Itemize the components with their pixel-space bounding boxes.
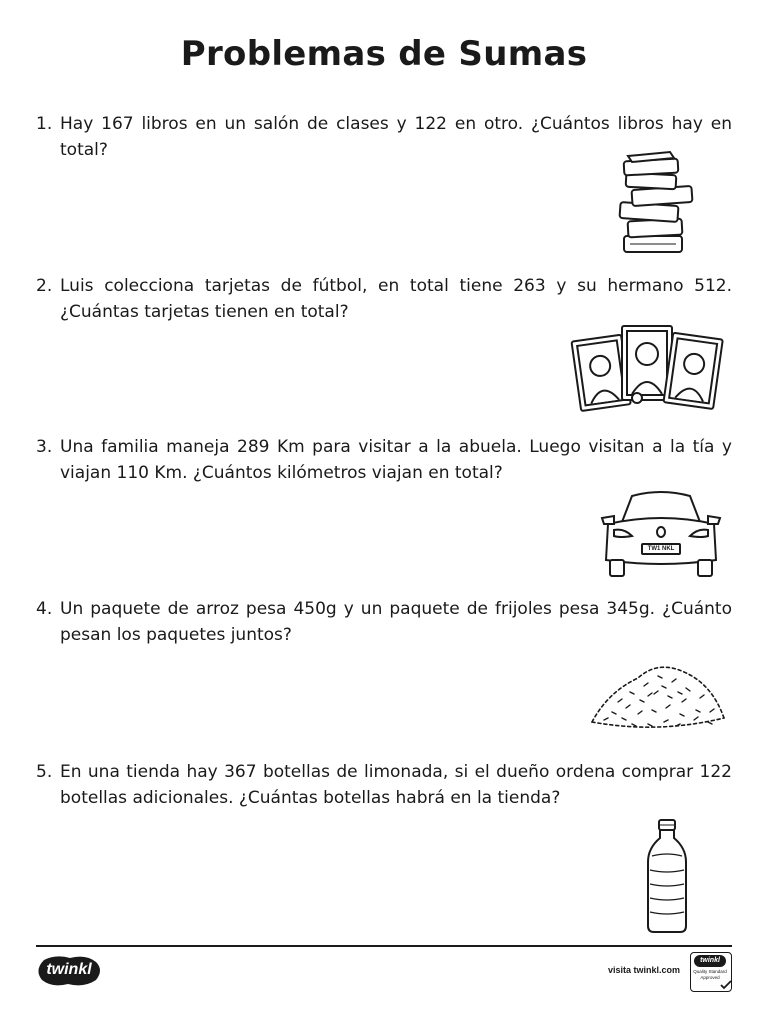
bottle-icon [642,818,692,938]
page-title: Problemas de Sumas [180,34,588,74]
logo-text: twinkl [46,961,92,978]
problem-number: 4. [36,599,53,619]
car-icon [600,488,722,584]
quality-standard-badge [690,952,732,992]
problem-3 [36,434,732,486]
badge-line-2: Approved [700,974,720,980]
badge-line-1: Quality Standard [693,969,727,974]
problem-text: Una familia maneja 289 Km para visitar a la abuela. Luego visitan a la tía y viajan 110 Km. ¿Cuántos kilómetros viajan en total? [60,437,732,483]
checkmark-icon [720,980,732,990]
rice-pile-icon [588,652,728,740]
problem-text: Luis colecciona tarjetas de fútbol, en total tiene 263 y su hermano 512. ¿Cuántas tarjetas tienen en total? [60,276,732,322]
football-cards-icon [570,322,726,418]
books-stack-icon [612,150,698,264]
footer-visit-link[interactable]: visita twinkl.com [607,965,680,975]
problem-text: En una tienda hay 367 botellas de limonada, si el dueño ordena comprar 122 botellas adicionales. ¿Cuántas botellas habrá en la tienda? [60,762,732,808]
problem-number: 5. [36,762,53,782]
problem-text: Un paquete de arroz pesa 450g y un paquete de frijoles pesa 345g. ¿Cuánto pesan los paquetes juntos? [60,599,732,645]
problem-number: 2. [36,276,53,296]
problem-number: 1. [36,114,53,134]
problem-4 [36,596,732,648]
problem-number: 3. [36,437,53,457]
badge-text [690,969,730,980]
problem-text: Hay 167 libros en un salón de clases y 122 en otro. ¿Cuántos libros hay en total? [60,114,732,160]
footer-divider [36,945,732,947]
badge-logo: twinkl [694,955,726,967]
problem-5 [36,759,732,811]
problem-2 [36,273,732,325]
license-plate: TW1 NKL [647,546,675,552]
